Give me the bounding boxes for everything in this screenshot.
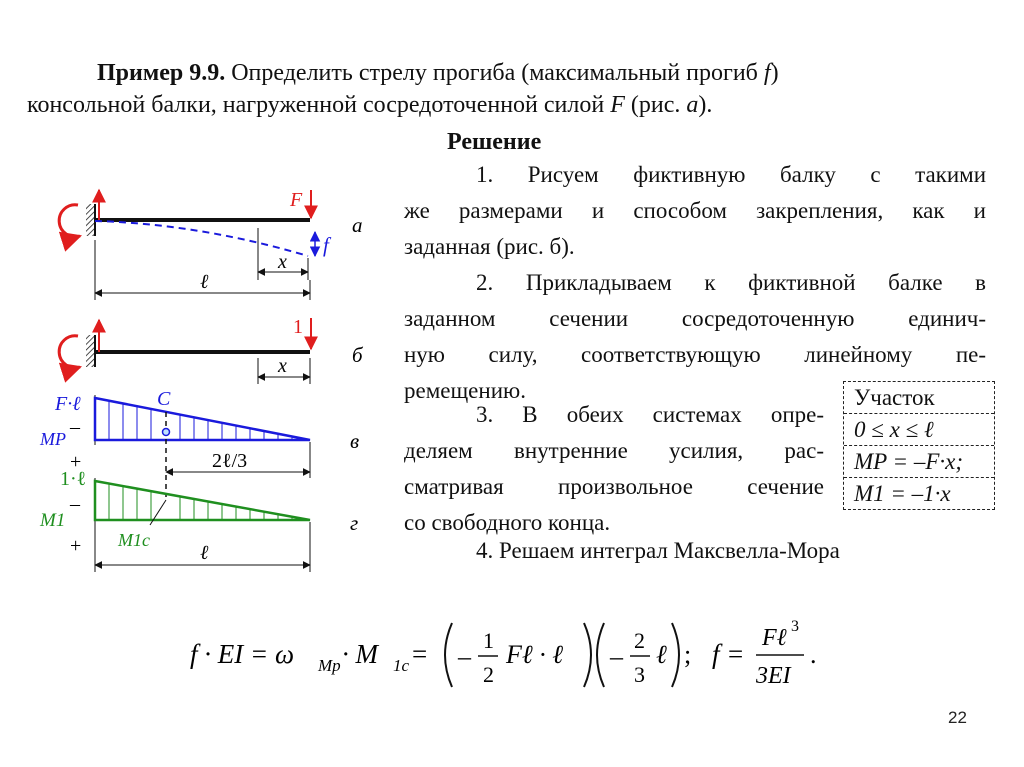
svg-text:· M: · M (342, 639, 378, 669)
svg-text:;: ; (684, 640, 692, 669)
svg-text:1·ℓ: 1·ℓ (60, 468, 87, 490)
deflection-curve (95, 221, 308, 256)
svg-text:1c: 1c (393, 656, 410, 675)
step-1: 1. Рисуем фиктивную балку с такими же размерами и способом закрепления, как и заданная (рис. б). (404, 162, 986, 259)
maxwell-mohr-formula (190, 605, 830, 695)
svg-text:f =: f = (712, 639, 745, 669)
example-title-line2: консольной балки, нагруженной сосредоточенной силой F (рис. а). (27, 92, 713, 118)
svg-text:1: 1 (483, 628, 494, 653)
svg-text:x: x (278, 251, 287, 273)
label-a: а (352, 213, 363, 237)
svg-text:x: x (278, 355, 287, 377)
svg-text:=: = (412, 639, 428, 669)
svg-text:1: 1 (293, 316, 303, 338)
step-3: 3. В обеих системах опре- деляем внутренние усилия, рас- сматривая произвольное сечение со свободного конца. (404, 402, 824, 535)
svg-text:ℓ: ℓ (200, 542, 209, 564)
svg-text:F·ℓ: F·ℓ (55, 393, 81, 415)
mp-triangle (95, 398, 310, 440)
svg-text:3: 3 (634, 662, 645, 687)
svg-text:3: 3 (791, 618, 799, 635)
svg-text:+: + (70, 535, 82, 557)
label-b: б (352, 343, 363, 367)
svg-text:Mp: Mp (318, 656, 341, 675)
m1c-label: M1c (118, 530, 150, 550)
step-2: 2. Прикладываем к фиктивной балке в заданном сечении сосредоточенную единич- ную силу, соответствующую линейному пе- ремещению. (404, 270, 986, 403)
svg-text:2: 2 (483, 662, 494, 687)
svg-text:2ℓ/3: 2ℓ/3 (212, 450, 248, 472)
moment-arrow-a (59, 205, 80, 237)
svg-text:–: – (70, 493, 80, 515)
svg-text:f · EI = ω: f · EI = ω (190, 639, 295, 669)
beam-diagrams (0, 180, 400, 600)
beam-a (59, 189, 362, 300)
section-table (843, 381, 995, 510)
deflection-label-f: f (323, 233, 329, 257)
centroid-point-C (163, 429, 170, 436)
svg-text:3EI: 3EI (756, 663, 791, 689)
force-label-F: F (290, 189, 303, 211)
mp-diagram (39, 388, 359, 497)
label-g: г (350, 511, 359, 535)
example-title: Пример 9.9. Определить стрелу прогиба (максимальный прогиб f) (97, 60, 779, 86)
svg-text:Fℓ · ℓ: Fℓ · ℓ (506, 640, 564, 669)
svg-text:2: 2 (634, 628, 645, 653)
svg-text:ℓ: ℓ (656, 640, 667, 669)
svg-text:+: + (70, 451, 82, 473)
beam-b (59, 316, 364, 384)
table-m1: M1 = –1·x (854, 481, 951, 506)
table-mp: MP = –F·x; (844, 446, 994, 478)
wall-support-a (86, 204, 95, 236)
svg-text:ℓ: ℓ (200, 271, 209, 293)
svg-text:–: – (70, 416, 80, 438)
svg-text:C: C (157, 388, 171, 410)
solution-heading: Решение (447, 129, 542, 155)
svg-text:MP: MP (40, 429, 66, 449)
svg-text:M1: M1 (40, 510, 66, 531)
step-4: 4. Решаем интеграл Максвелла-Мора (476, 538, 840, 563)
svg-text:–: – (458, 642, 471, 671)
svg-text:.: . (810, 640, 817, 669)
example-label: Пример 9.9. (97, 60, 226, 86)
svg-text:Fℓ: Fℓ (762, 625, 787, 651)
table-header: Участок (844, 382, 994, 414)
label-v: в (350, 429, 360, 453)
svg-text:–: – (610, 642, 623, 671)
page-number: 22 (948, 708, 967, 727)
table-range: 0 ≤ x ≤ ℓ (844, 414, 994, 446)
